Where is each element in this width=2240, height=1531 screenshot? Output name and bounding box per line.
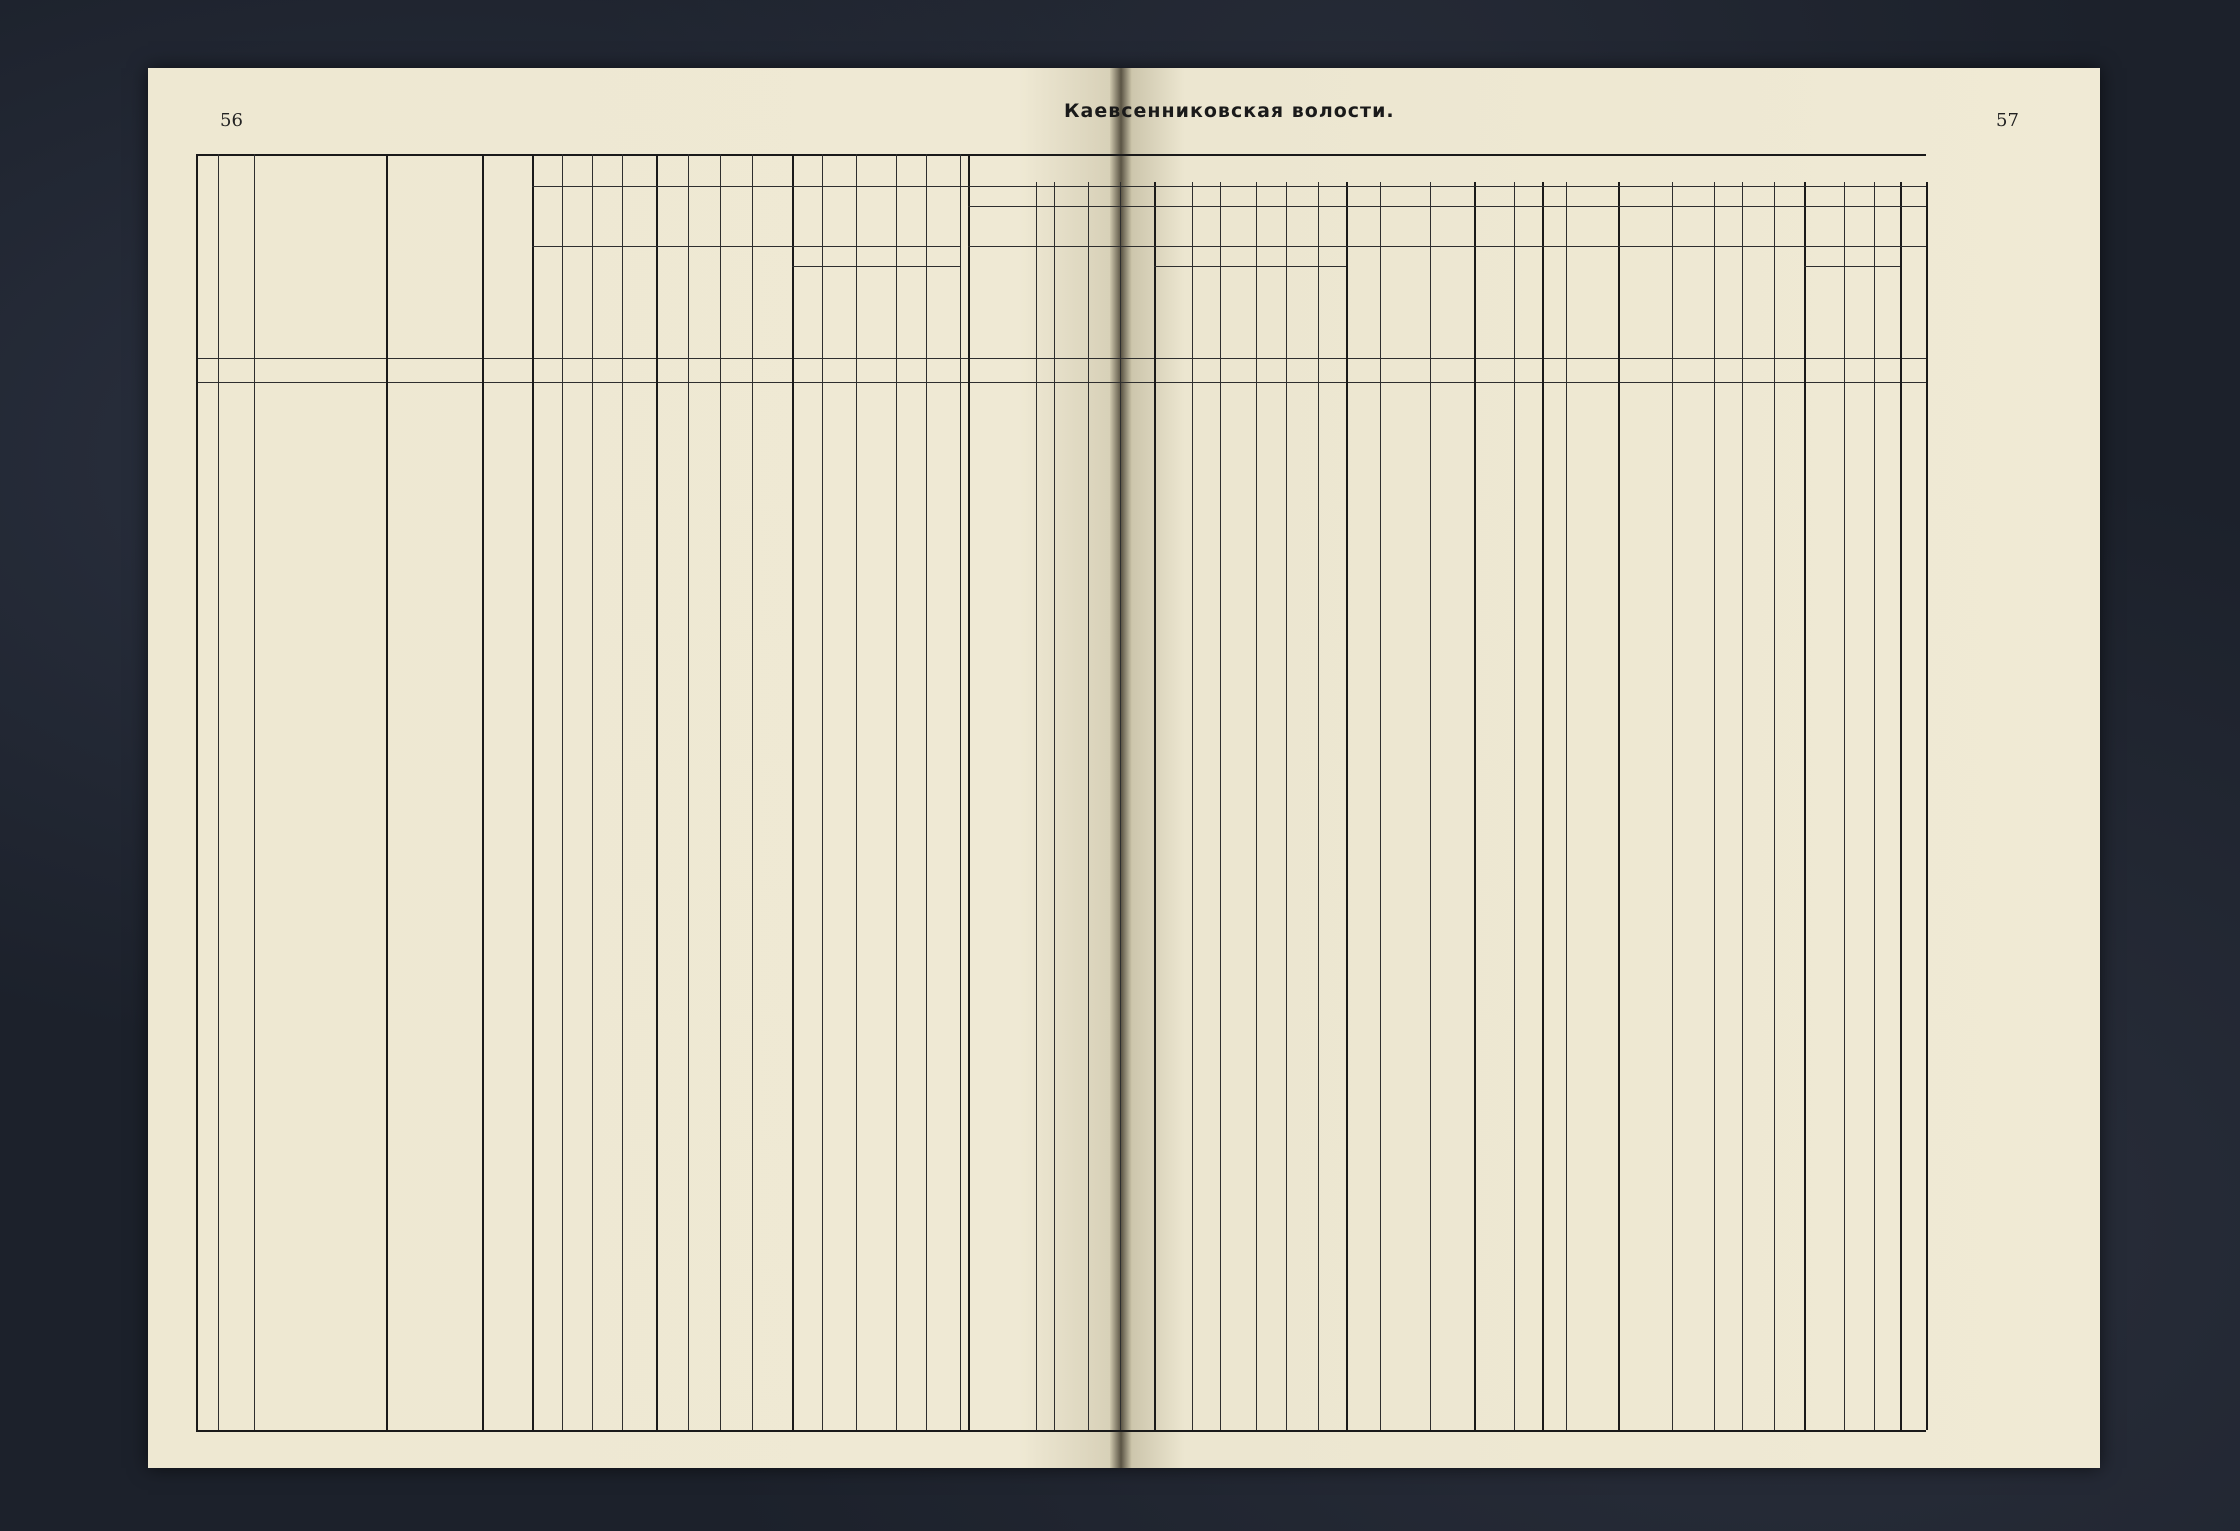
column-rule bbox=[1900, 182, 1902, 1430]
column-caption-v_muzh bbox=[563, 268, 591, 352]
column-caption-v_rab bbox=[1221, 268, 1255, 352]
column-rule bbox=[1566, 182, 1567, 1430]
column-rule bbox=[1192, 182, 1193, 1430]
column-rule bbox=[1120, 182, 1121, 1430]
column-rule bbox=[1256, 182, 1257, 1430]
column-rule bbox=[1714, 182, 1715, 1430]
column-caption-v_vsekh bbox=[1193, 268, 1219, 352]
column-caption-v_bez bbox=[1619, 268, 1671, 352]
column-rule bbox=[1088, 182, 1089, 1430]
table-top-rule bbox=[196, 154, 1926, 156]
column-caption-v_1858 bbox=[1543, 268, 1565, 352]
column-caption-v_both bbox=[1121, 268, 1153, 352]
page-number-left: 56 bbox=[220, 110, 243, 131]
column-rule bbox=[1318, 182, 1319, 1430]
column-caption-v_both bbox=[753, 268, 791, 352]
heading-rule bbox=[1154, 266, 1346, 267]
column-caption-v_vsekh bbox=[1257, 268, 1285, 352]
column-caption-v_zhen bbox=[721, 268, 751, 352]
column-rule bbox=[1672, 182, 1673, 1430]
column-rule bbox=[1542, 182, 1544, 1430]
column-rule bbox=[1474, 182, 1476, 1430]
column-rule bbox=[386, 154, 388, 1430]
column-rule bbox=[1844, 182, 1845, 1430]
book-spread bbox=[148, 68, 2100, 1468]
column-caption-v_rab bbox=[857, 268, 895, 352]
column-rule bbox=[254, 154, 255, 1430]
column-rule bbox=[1618, 182, 1620, 1430]
heading-rule bbox=[968, 206, 1926, 207]
column-rule bbox=[1430, 182, 1431, 1430]
table-bottom-rule bbox=[196, 1430, 1926, 1432]
header-bottom-rule bbox=[196, 358, 1926, 359]
order-number-header-right bbox=[1902, 204, 1924, 352]
column-rule bbox=[1380, 182, 1381, 1430]
column-number-rule bbox=[196, 382, 1926, 383]
column-rule bbox=[1036, 182, 1037, 1430]
column-caption-v_bezl bbox=[1775, 268, 1803, 352]
column-caption-v_rab bbox=[927, 268, 959, 352]
column-caption-v_rab bbox=[1089, 268, 1119, 352]
column-caption-v_both bbox=[1319, 268, 1345, 352]
order-number-header bbox=[198, 204, 216, 352]
column-caption-v_khoz bbox=[657, 268, 687, 352]
column-rule bbox=[1804, 182, 1806, 1430]
column-rule bbox=[1926, 182, 1928, 1430]
heading-rule bbox=[1804, 266, 1900, 267]
column-rule bbox=[1346, 182, 1348, 1430]
column-rule bbox=[960, 154, 961, 1430]
heading-rule bbox=[792, 266, 960, 267]
column-caption-v_muzh bbox=[689, 268, 719, 352]
heading-rule bbox=[968, 246, 1926, 247]
column-rule bbox=[1742, 182, 1743, 1430]
column-caption-v_both bbox=[1431, 268, 1473, 352]
column-caption-v_khoz bbox=[533, 268, 561, 352]
page-number-right: 57 bbox=[1996, 110, 2019, 131]
column-rule bbox=[1774, 182, 1775, 1430]
column-caption-v_vsekh bbox=[823, 268, 855, 352]
column-caption-v_muzh bbox=[1347, 268, 1379, 352]
column-rule bbox=[482, 154, 484, 1430]
running-title: Каевсенниковская волости. bbox=[1064, 100, 1395, 122]
column-caption-v_khoz bbox=[1155, 268, 1191, 352]
column-caption-v_2 bbox=[1715, 268, 1741, 352]
column-caption-v_1 bbox=[1673, 268, 1713, 352]
column-caption-v_zhen bbox=[1381, 268, 1429, 352]
column-caption-v_3 bbox=[1743, 268, 1773, 352]
column-rule bbox=[1514, 182, 1515, 1430]
column-caption-v_vsekh bbox=[969, 268, 1035, 352]
column-rule bbox=[1286, 182, 1287, 1430]
column-caption-v_rab bbox=[1287, 268, 1317, 352]
column-rule bbox=[218, 154, 219, 1430]
column-caption-v_vsekh bbox=[1055, 268, 1087, 352]
column-caption-v_zhen bbox=[593, 268, 621, 352]
heading-rule bbox=[532, 186, 1926, 187]
column-rule bbox=[1054, 182, 1055, 1430]
column-rule bbox=[1220, 182, 1221, 1430]
column-caption-v_both bbox=[623, 268, 655, 352]
column-caption-v_vsekh bbox=[897, 268, 925, 352]
column-caption-v_khoz bbox=[793, 268, 821, 352]
column-caption-v_1897 bbox=[1567, 268, 1617, 352]
column-caption-v_rab bbox=[1037, 268, 1053, 352]
heading-rule bbox=[532, 246, 960, 247]
column-rule bbox=[1154, 182, 1156, 1430]
column-rule bbox=[1874, 182, 1875, 1430]
